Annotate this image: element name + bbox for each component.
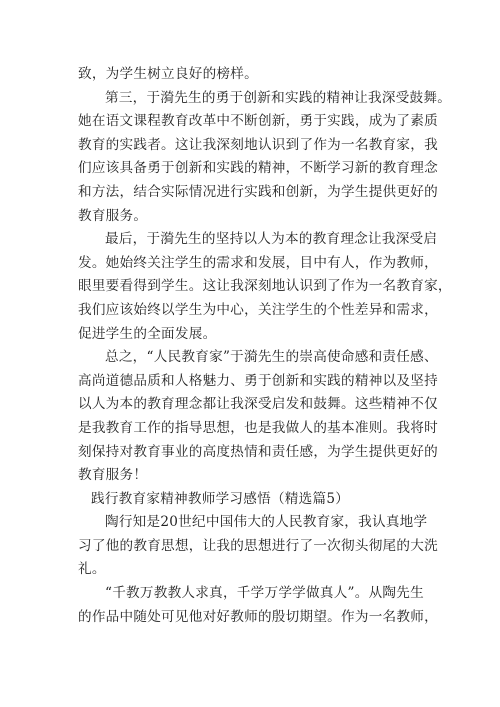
paragraph-start-line: 总之，“人民教育家”于漪先生的崇高使命感和责任感、	[105, 349, 438, 366]
text-line: 教育服务！	[78, 467, 148, 484]
text-line: 习了他的教育思想，让我的思想进行了一次彻头彻尾的大洗	[78, 537, 438, 554]
text-line: 促进学生的全面发展。	[78, 325, 217, 342]
text-line: 是我教育工作的指导思想，也是我做人的基本准则。我将时	[78, 419, 438, 436]
text-line: 发。她始终关注学生的需求和发展，目中有人，作为教师，	[78, 254, 438, 271]
text-line: 我们应该始终以学生为中心，关注学生的个性差异和需求，	[78, 301, 438, 318]
text-line: 的作品中随处可见他对好教师的殷切期望。作为一名教师，	[78, 608, 438, 625]
section-heading: 践行教育家精神教师学习感悟（精选篇5）	[91, 490, 350, 507]
text-line: 教育服务。	[78, 207, 148, 224]
text-line: 礼。	[78, 561, 106, 578]
paragraph-start-line: 最后，于漪先生的坚持以人为本的教育理念让我深受启	[105, 231, 438, 248]
paragraph-start-line: 第三，于漪先生的勇于创新和实践的精神让我深受鼓舞。	[105, 89, 452, 106]
paragraph-start-line: 陶行知是20世纪中国伟大的人民教育家，我认真地学	[105, 514, 428, 531]
text-line: 刻保持对教育事业的高度热情和责任感，为学生提供更好的	[78, 443, 438, 460]
text-line: 教育的实践者。这让我深刻地认识到了作为一名教育家，我	[78, 136, 438, 153]
document-body	[78, 63, 458, 629]
text-line: 以人为本的教育理念都让我深受启发和鼓舞。这些精神不仅	[78, 396, 438, 413]
paragraph-start-line: “千教万教教人求真，千学万学学做真人”。从陶先生	[105, 585, 424, 602]
text-line: 和方法，结合实际情况进行实践和创新，为学生提供更好的	[78, 183, 438, 200]
text-line: 高尚道德品质和人格魅力、勇于创新和实践的精神以及坚持	[78, 372, 438, 389]
text-line: 眼里要看得到学生。这让我深刻地认识到了作为一名教育家，	[78, 278, 452, 295]
text-line: 们应该具备勇于创新和实践的精神，不断学习新的教育理念	[78, 160, 438, 177]
text-line: 她在语文课程教育改革中不断创新，勇于实践，成为了素质	[78, 113, 438, 130]
text-line: 致，为学生树立良好的榜样。	[78, 66, 258, 82]
